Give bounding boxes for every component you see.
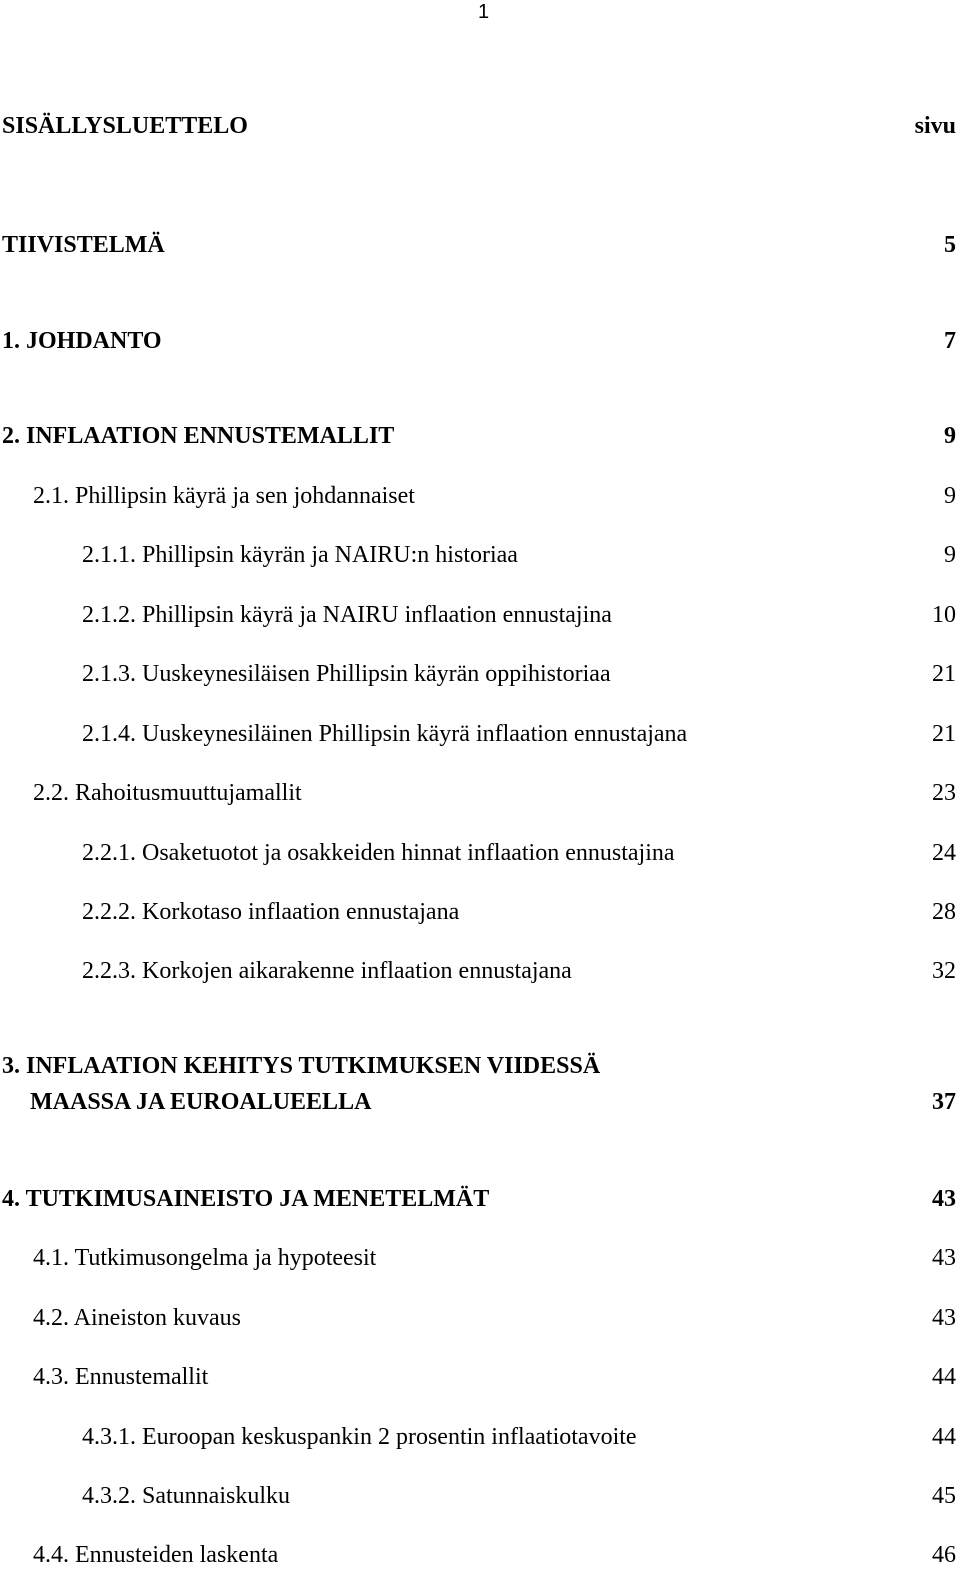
toc-entry-text: 1. JOHDANTO [2,328,162,354]
toc-entry-2-2[interactable] [0,778,956,808]
toc-entry-page: 45 [932,1483,956,1509]
toc-entry-4-3[interactable] [0,1362,956,1392]
toc-entry-2-2-3[interactable] [0,956,956,986]
toc-entry-page: 46 [932,1542,956,1568]
toc-entry-2-1-4[interactable] [0,719,956,749]
toc-entry-4-2[interactable] [0,1303,956,1333]
toc-entry-page: 23 [932,780,956,806]
toc-entry-text: 2.2.3. Korkojen aikarakenne inflaation ennustajana [82,958,572,984]
toc-entry-text: 4.1. Tutkimusongelma ja hypoteesit [33,1245,377,1271]
toc-entry-page: 24 [932,840,956,866]
toc-entry-page: 9 [944,542,956,568]
toc-entry-page: 5 [944,232,956,258]
toc-entry-page: 7 [944,328,956,354]
toc-entry-text-line1: 3. INFLAATION KEHITYS TUTKIMUKSEN VIIDESSÄ [2,1053,601,1079]
toc-entry-chapter-3[interactable] [0,1048,956,1120]
toc-entry-page: 43 [932,1305,956,1331]
toc-entry-text-line2: MAASSA JA EUROALUEELLA [30,1089,372,1115]
toc-entry-page: 43 [932,1186,956,1212]
toc-entry-text: 2.1.2. Phillipsin käyrä ja NAIRU inflaation ennustajina [82,602,612,628]
page-column-label: sivu [914,113,956,139]
toc-entry-4-1[interactable] [0,1243,956,1273]
toc-entry-text: 4.3.2. Satunnaiskulku [82,1483,290,1509]
toc-entry-johdanto[interactable] [0,326,956,356]
toc-entry-text: 2.1.3. Uuskeynesiläisen Phillipsin käyrän oppihistoriaa [82,661,611,687]
toc-entry-page: 37 [932,1089,956,1115]
toc-entry-page: 44 [932,1364,956,1390]
toc-entry-text: 2.1.1. Phillipsin käyrän ja NAIRU:n historiaa [82,542,518,568]
toc-entry-page: 21 [932,661,956,687]
toc-entry-text: 4.3.1. Euroopan keskuspankin 2 prosentin inflaatiotavoite [82,1424,637,1450]
toc-entry-text: 4.3. Ennustemallit [33,1364,209,1390]
toc-entry-chapter-4[interactable] [0,1184,956,1214]
toc-entry-text: 2.2.1. Osaketuotot ja osakkeiden hinnat inflaation ennustajina [82,840,675,866]
toc-entry-text: 2.2.2. Korkotaso inflaation ennustajana [82,899,460,925]
toc-entry-text: 2.2. Rahoitusmuuttujamallit [33,780,302,806]
toc-entry-page: 9 [944,423,956,449]
toc-header [0,111,956,141]
toc-entry-page: 44 [932,1424,956,1450]
toc-entry-2-2-2[interactable] [0,897,956,927]
toc-entry-4-3-1[interactable] [0,1422,956,1452]
toc-entry-2-1-2[interactable] [0,600,956,630]
toc-entry-page: 10 [932,602,956,628]
toc-entry-page: 32 [932,958,956,984]
toc-entry-page: 21 [932,721,956,747]
toc-title: SISÄLLYSLUETTELO [2,113,248,139]
toc-entry-text: TIIVISTELMÄ [2,232,165,258]
toc-entry-text: 4.4. Ennusteiden laskenta [33,1542,279,1568]
toc-entry-page: 28 [932,899,956,925]
toc-entry-tiivistelma[interactable] [0,230,956,260]
toc-entry-2-1-3[interactable] [0,659,956,689]
toc-entry-2-1-1[interactable] [0,540,956,570]
toc-entry-text: 4.2. Aineiston kuvaus [33,1305,241,1331]
toc-entry-4-4[interactable] [0,1540,956,1570]
toc-entry-chapter-2[interactable] [0,421,956,451]
toc-entry-2-2-1[interactable] [0,838,956,868]
toc-entry-text: 2.1.4. Uuskeynesiläinen Phillipsin käyrä inflaation ennustajana [82,721,688,747]
toc-entry-text: 2. INFLAATION ENNUSTEMALLIT [2,423,395,449]
toc-entry-2-1[interactable] [0,481,956,511]
toc-entry-page: 9 [944,483,956,509]
toc-entry-text: 2.1. Phillipsin käyrä ja sen johdannaiset [33,483,415,509]
toc-entry-page: 43 [932,1245,956,1271]
page-number: 1 [478,1,490,23]
toc-entry-4-3-2[interactable] [0,1481,956,1511]
toc-entry-text: 4. TUTKIMUSAINEISTO JA MENETELMÄT [2,1186,490,1212]
